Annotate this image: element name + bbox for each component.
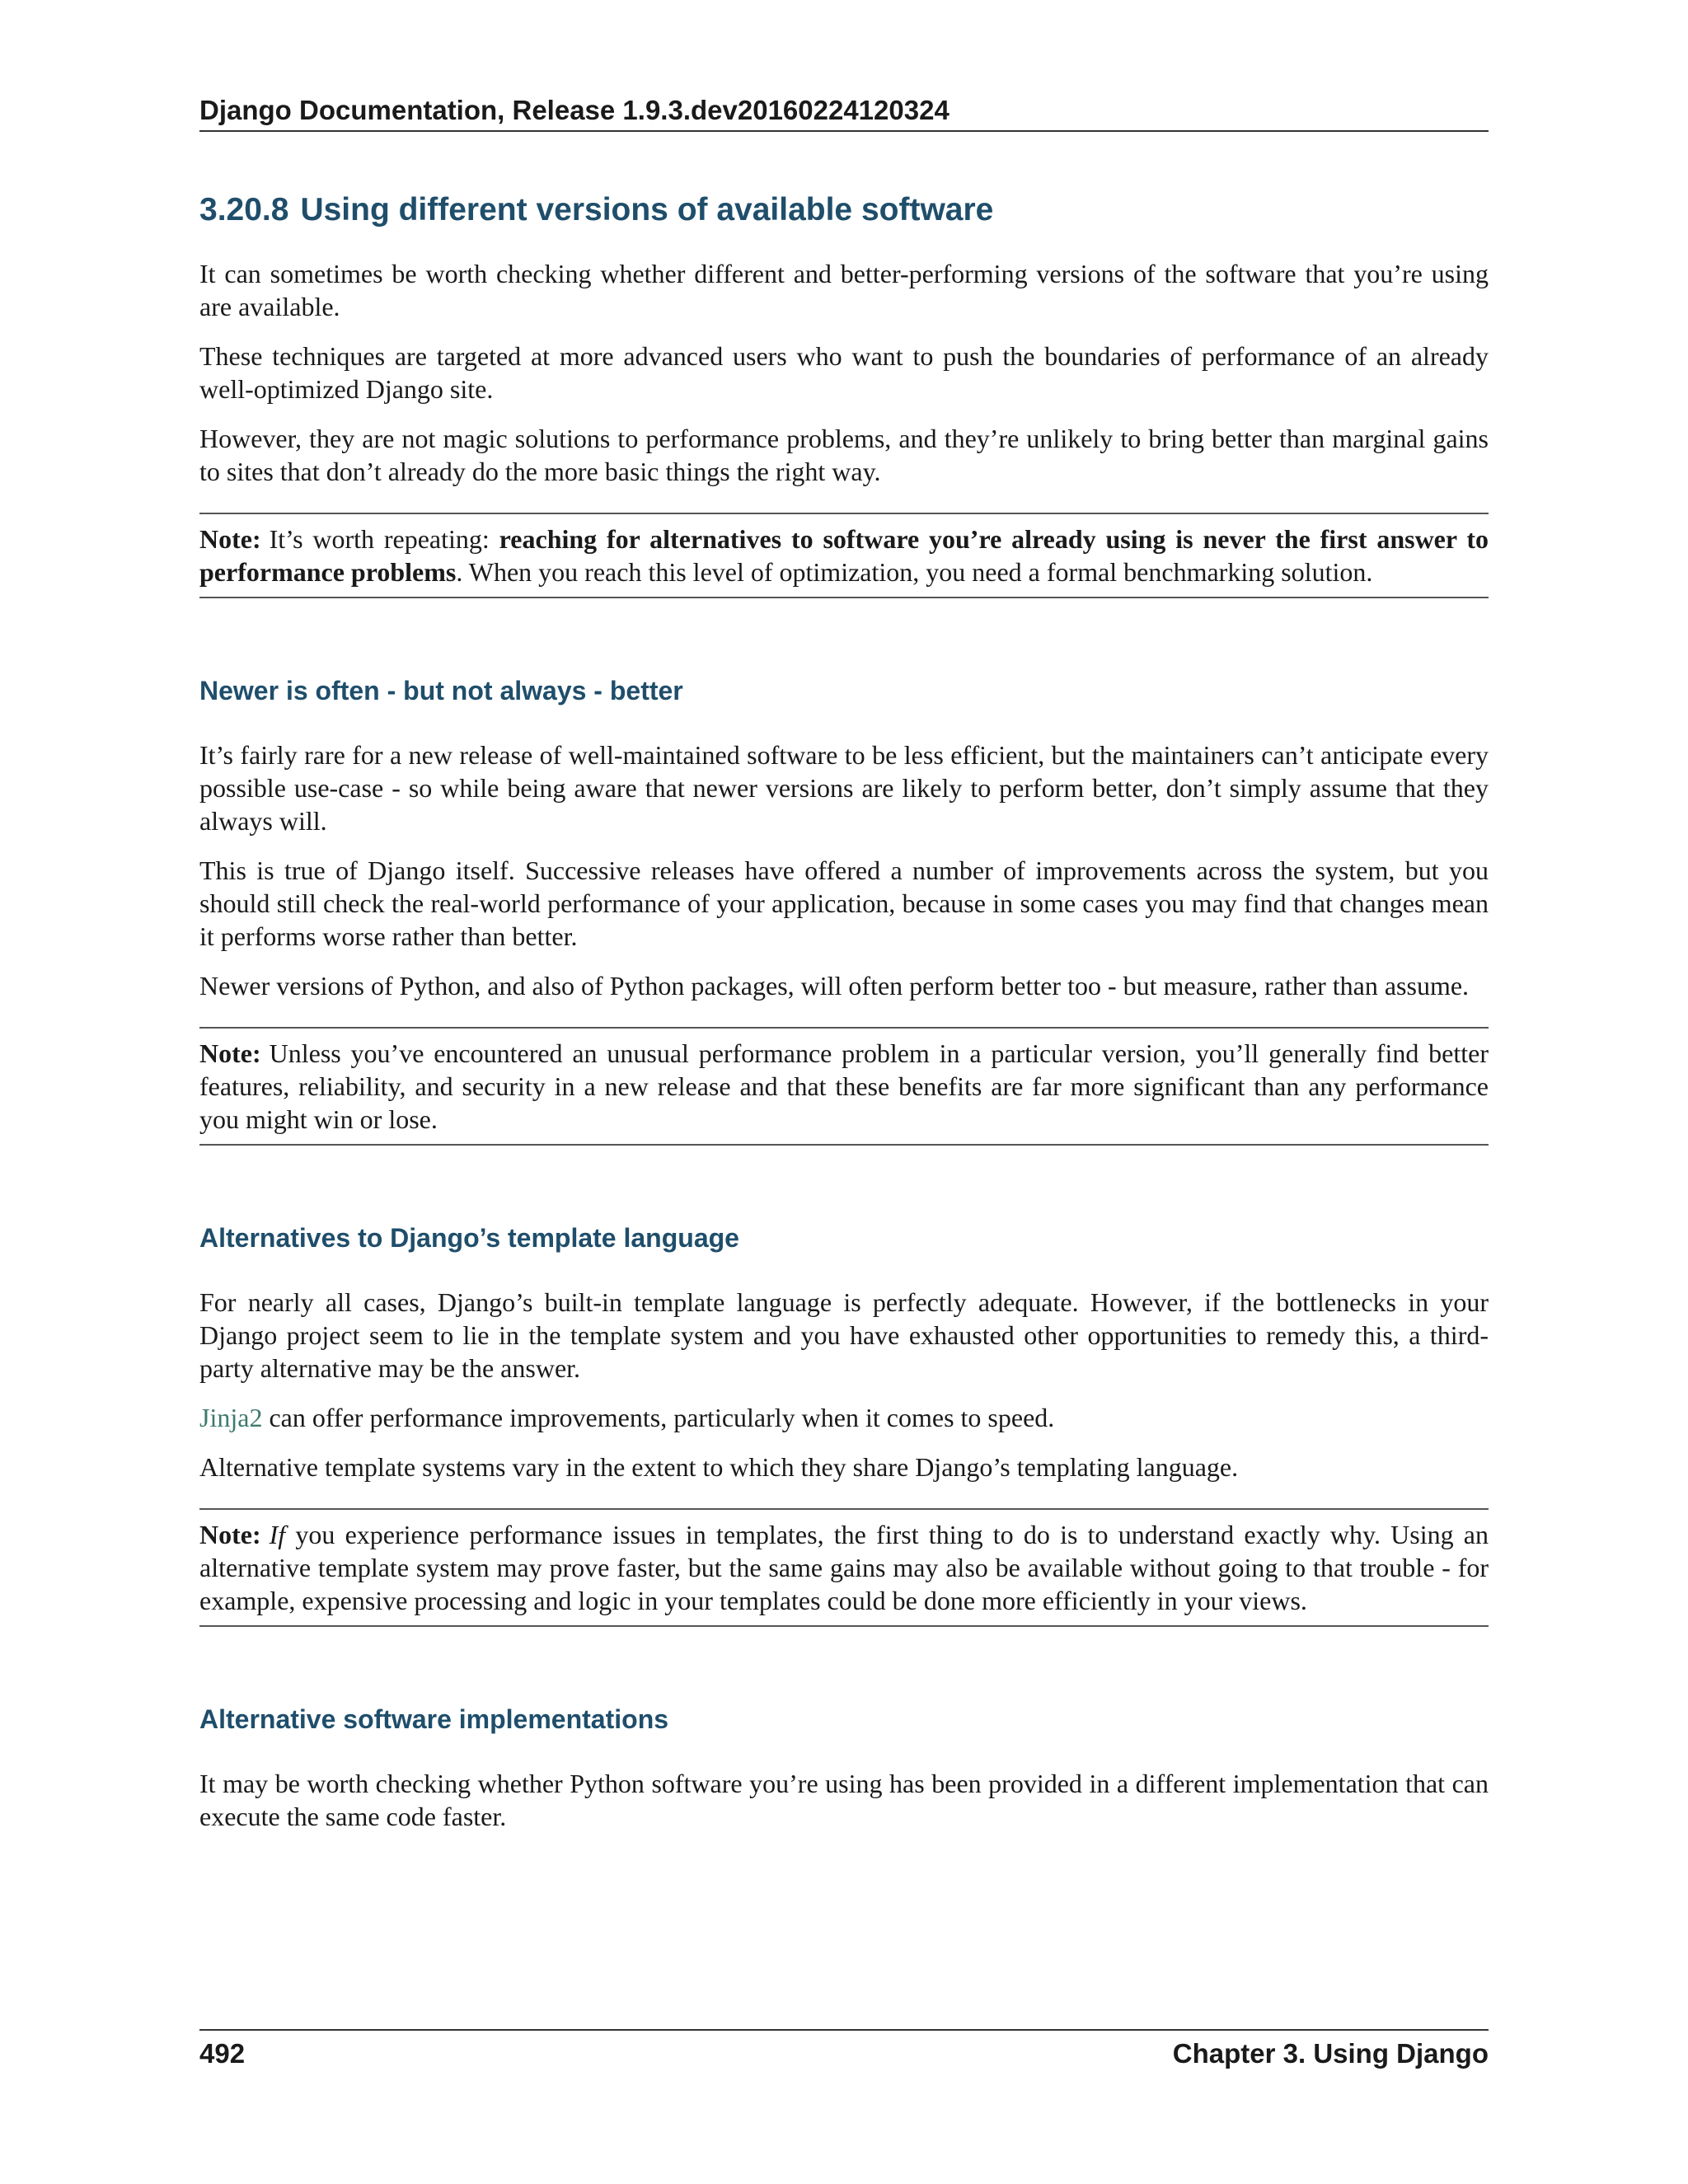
paragraph — [199, 1401, 1489, 1434]
section-title — [199, 190, 1489, 231]
note-emphasis: reaching for alternatives to software you’re already using is never the first answer to performance problems — [199, 524, 1489, 587]
note-text — [199, 523, 1489, 588]
note-label: Note: — [199, 524, 261, 554]
section-number: 3.20.8 — [199, 192, 289, 227]
note-body: Unless you’ve encountered an unusual performance problem in a particular version, you’ll generally find better features, reliability, and security in a new release and that these benefits are far more significant than any performance you might win or lose. — [199, 1038, 1489, 1134]
note-label: Note: — [199, 1038, 261, 1068]
paragraph: However, they are not magic solutions to performance problems, and they’re unlikely to bring better than marginal gains to sites that don’t already do the more basic things the right way. — [199, 424, 1489, 486]
paragraph: Alternative template systems vary in the extent to which they share Django’s templating language. — [199, 1452, 1239, 1482]
section-title-text: Using different versions of available software — [300, 192, 994, 227]
paragraph: These techniques are targeted at more advanced users who want to push the boundaries of performance of an already well-optimized Django site. — [199, 341, 1489, 404]
paragraph: It may be worth checking whether Python software you’re using has been provided in a different implementation that can execute the same code faster. — [199, 1769, 1489, 1831]
paragraph: It can sometimes be worth checking whether different and better-performing versions of the software that you’re using are available. — [199, 259, 1489, 321]
page-content — [199, 190, 1489, 1849]
document-page — [199, 0, 1489, 2184]
note-text-before: It’s worth repeating: — [269, 524, 499, 554]
subsection-title-templates: Alternatives to Django’s template language — [199, 1223, 739, 1253]
subsection-title-newer: Newer is often - but not always - better — [199, 676, 683, 705]
header-rule — [199, 130, 1489, 132]
chapter-title: Chapter 3. Using Django — [1172, 2038, 1489, 2069]
note-box — [199, 1508, 1489, 1627]
paragraph: Newer versions of Python, and also of Python packages, will often perform better too - but measure, rather than assume. — [199, 971, 1470, 1001]
paragraph: This is true of Django itself. Successive releases have offered a number of improvements across the system, but you should still check the real-world performance of your application, because in some cases you may find that changes mean it performs worse rather than better. — [199, 855, 1489, 951]
note-text — [199, 1518, 1489, 1617]
note-text — [199, 1037, 1489, 1136]
note-label: Note: — [199, 1520, 261, 1549]
note-box — [199, 513, 1489, 598]
running-footer — [199, 2037, 1489, 2070]
running-header: Django Documentation, Release 1.9.3.dev20160224120324 — [199, 95, 950, 125]
subsection-title-implementations: Alternative software implementations — [199, 1704, 669, 1734]
note-box — [199, 1027, 1489, 1146]
jinja2-link[interactable]: Jinja2 — [199, 1403, 263, 1432]
footer-rule — [199, 2029, 1489, 2031]
note-text-after: . When you reach this level of optimization, you need a formal benchmarking solution. — [456, 557, 1373, 587]
paragraph: For nearly all cases, Django’s built-in template language is perfectly adequate. However, if the bottlenecks in your Django project seem to lie in the template system and you have exhausted other opportunities to remedy this, a third-party alternative may be the answer. — [199, 1287, 1489, 1383]
paragraph: It’s fairly rare for a new release of well-maintained software to be less efficient, but the maintainers can’t anticipate every possible use-case - so while being aware that newer versions are likely to perform better, don’t simply assume that they always will. — [199, 740, 1489, 836]
page-number: 492 — [199, 2038, 246, 2069]
paragraph-text: can offer performance improvements, particularly when it comes to speed. — [262, 1403, 1055, 1432]
note-italic: If — [269, 1520, 286, 1549]
note-body: you experience performance issues in templates, the first thing to do is to understand exactly why. Using an alternative template system may prove faster, but the same gains may also be available without going to that trouble - for example, expensive processing and logic in your templates could be done more efficiently in your views. — [199, 1520, 1489, 1615]
